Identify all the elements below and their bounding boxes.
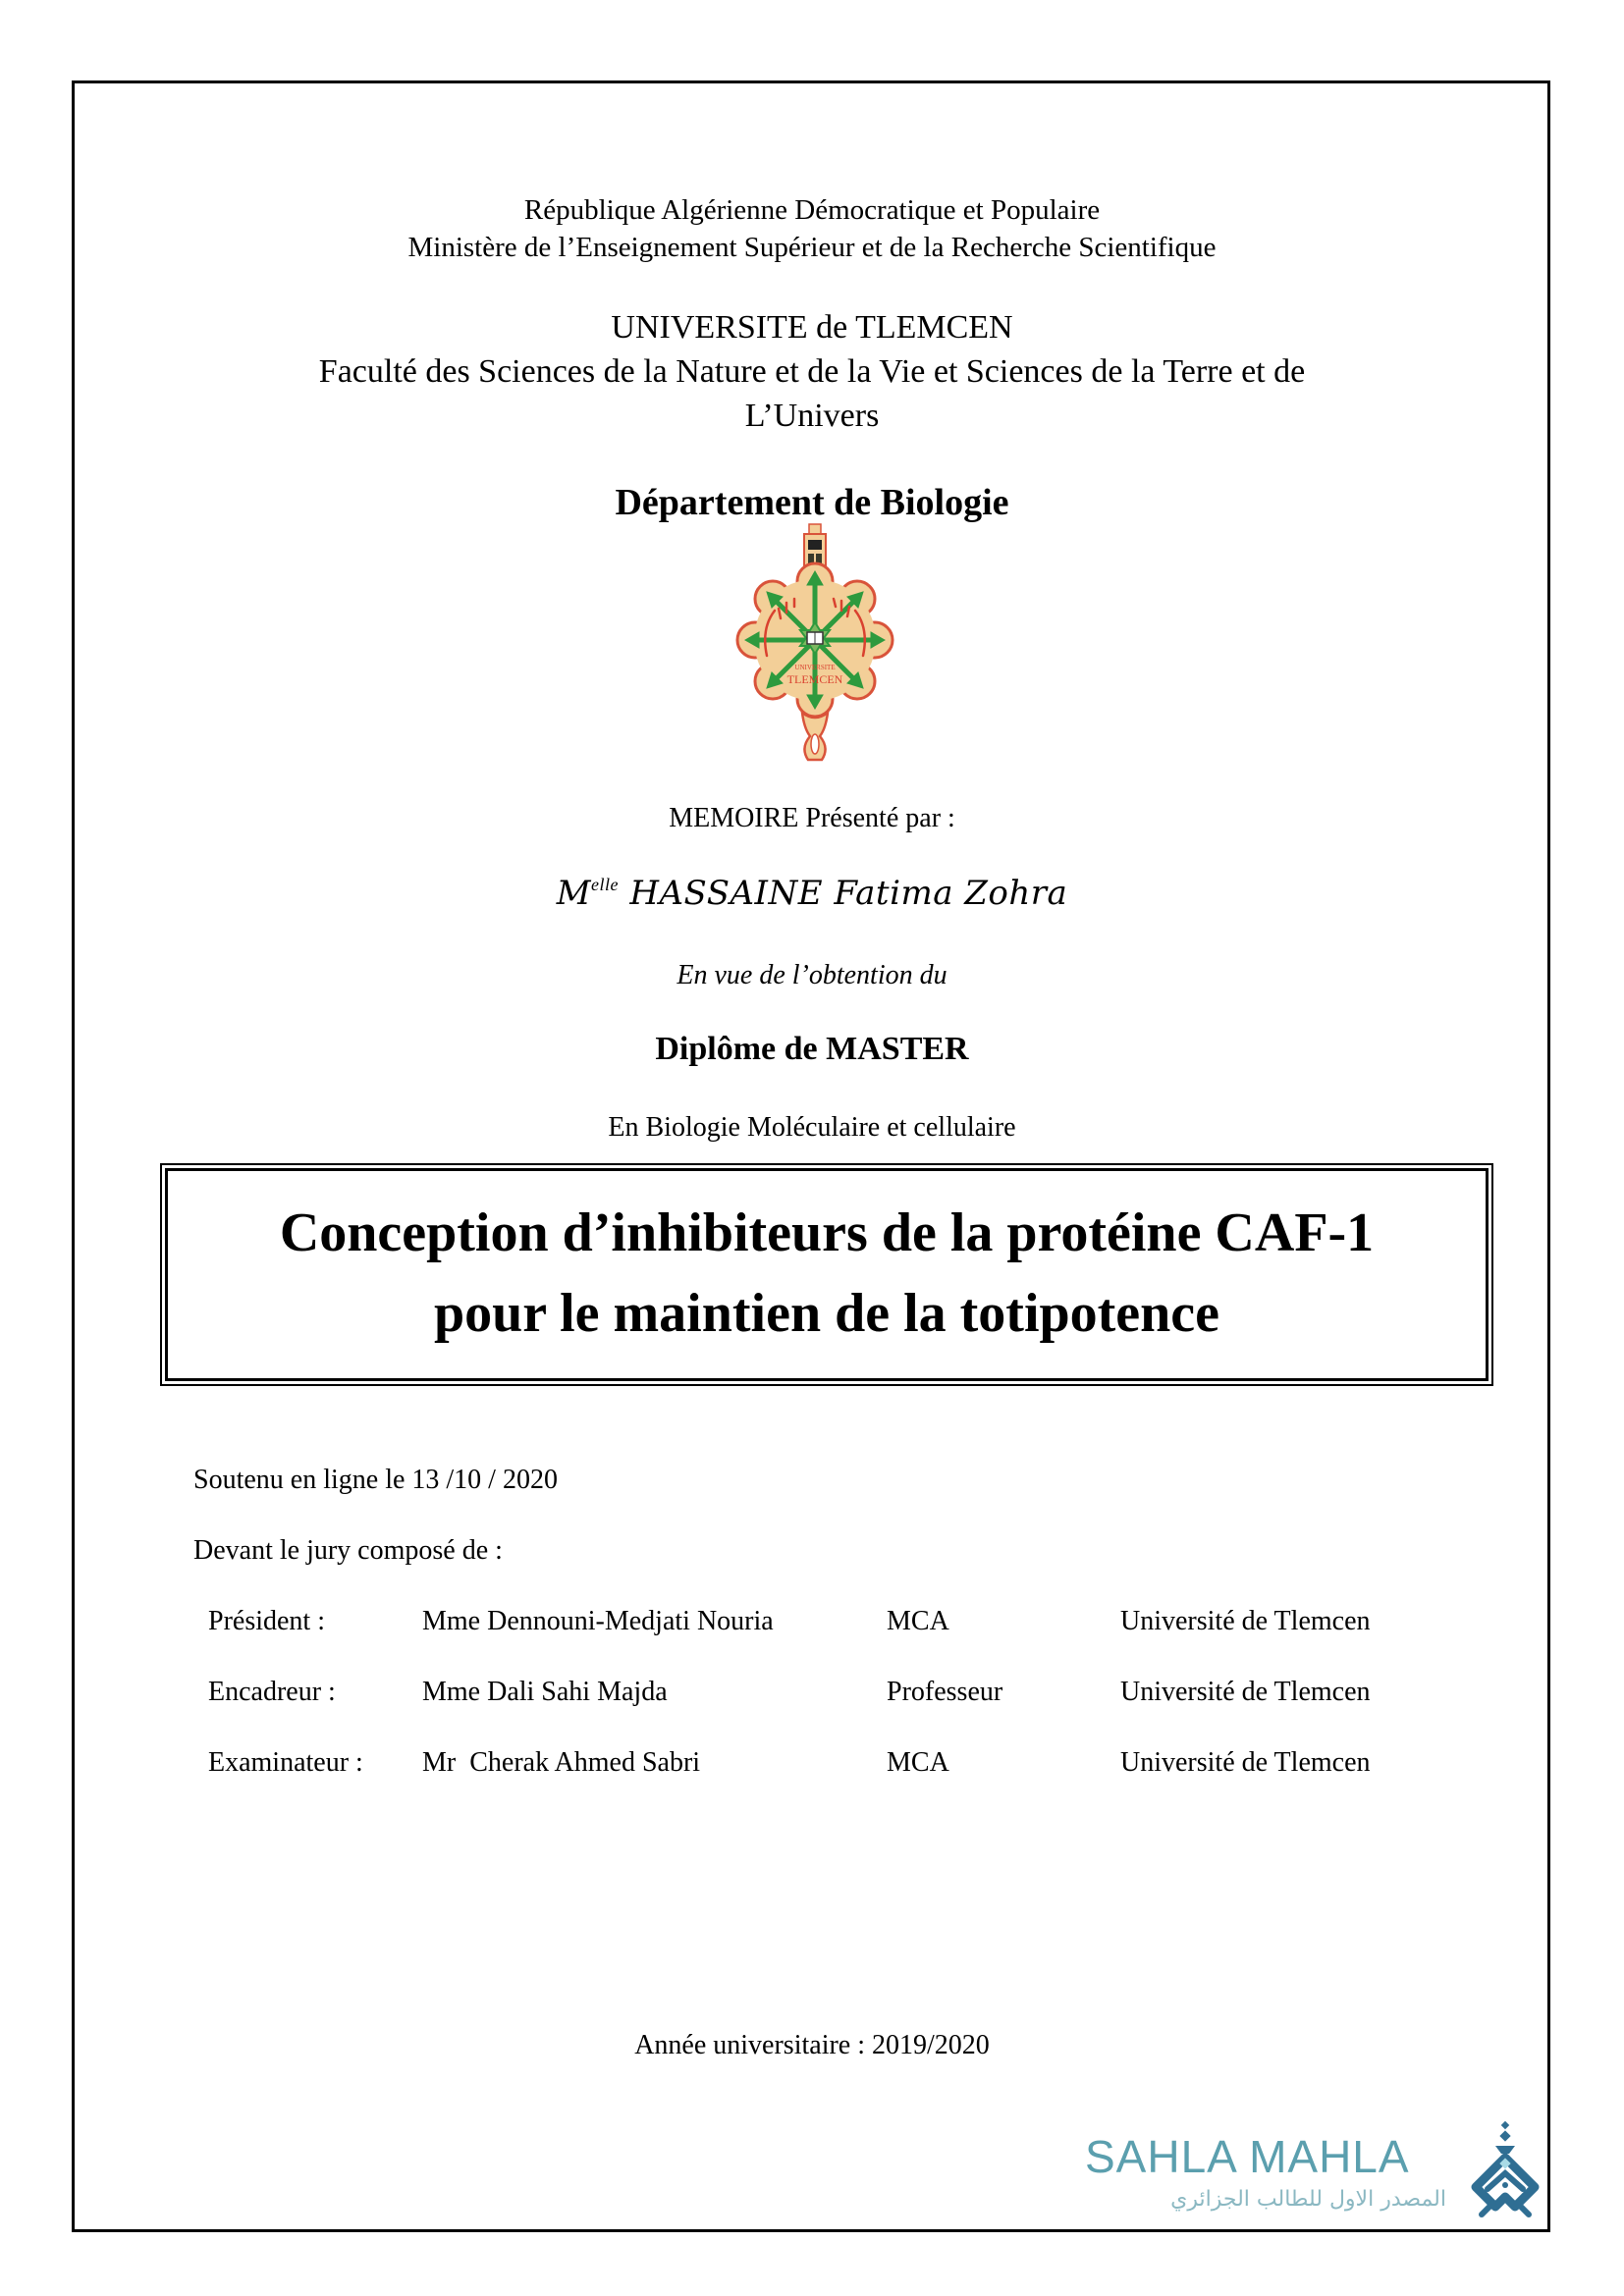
diploma-title: Diplôme de MASTER <box>655 1031 969 1067</box>
watermark-brand: SAHLA MAHLA <box>1085 2131 1410 2182</box>
faculty-heading-line2: L’Univers <box>744 398 880 434</box>
department-heading: Département de Biologie <box>615 482 1009 523</box>
watermark-tagline: المصدر الاول للطالب الجزائري <box>1170 2187 1446 2212</box>
jury-grade: Professeur <box>887 1677 1003 1707</box>
jury-name: Mme Dennouni-Medjati Nouria <box>422 1606 774 1636</box>
svg-text:TLEMCEN: TLEMCEN <box>786 672 843 686</box>
author-fullname: HASSAINE Fatima Zohra <box>629 874 1068 913</box>
specialty-text: En Biologie Moléculaire et cellulaire <box>608 1112 1016 1143</box>
jury-role: Encadreur : <box>208 1677 336 1707</box>
svg-text:UNIVERSITE: UNIVERSITE <box>794 664 836 671</box>
defense-date: Soutenu en ligne le 13 /10 / 2020 <box>193 1465 558 1495</box>
jury-institution: Université de Tlemcen <box>1120 1606 1371 1636</box>
jury-intro: Devant le jury composé de : <box>193 1535 503 1566</box>
jury-institution: Université de Tlemcen <box>1120 1677 1371 1707</box>
purpose-text: En vue de l’obtention du <box>677 960 947 990</box>
jury-grade: MCA <box>887 1606 949 1636</box>
jury-name: Mme Dali Sahi Majda <box>422 1677 668 1707</box>
thesis-title-line2: pour le maintien de la totipotence <box>433 1283 1220 1344</box>
thesis-title-box <box>160 1163 1493 1386</box>
sahla-mahla-logo-icon <box>1466 2120 1544 2226</box>
university-emblem-icon <box>731 520 898 766</box>
academic-year: Année universitaire : 2019/2020 <box>634 2030 990 2060</box>
author-prefix-superscript: elle <box>591 875 619 894</box>
memoire-label: MEMOIRE Présenté par : <box>669 803 955 833</box>
author-prefix: M <box>556 874 592 913</box>
jury-role: Président : <box>208 1606 325 1636</box>
jury-grade: MCA <box>887 1747 949 1778</box>
sahla-mahla-watermark <box>1085 2120 1546 2228</box>
university-heading: UNIVERSITE de TLEMCEN <box>611 309 1013 346</box>
author-name <box>0 874 1624 913</box>
jury-row <box>0 1606 1624 1645</box>
jury-institution: Université de Tlemcen <box>1120 1747 1371 1778</box>
faculty-heading-line1: Faculté des Sciences de la Nature et de la Vie et Sciences de la Terre et de <box>318 353 1306 390</box>
jury-name: Mr Cherak Ahmed Sabri <box>422 1747 701 1778</box>
jury-row <box>0 1747 1624 1787</box>
jury-role: Examinateur : <box>208 1747 363 1778</box>
thesis-title-line1: Conception d’inhibiteurs de la protéine CAF-1 <box>279 1202 1375 1263</box>
republic-heading: République Algérienne Démocratique et Populaire <box>523 194 1101 226</box>
ministry-heading: Ministère de l’Enseignement Supérieur et de la Recherche Scientifique <box>407 232 1217 263</box>
jury-row <box>0 1677 1624 1716</box>
